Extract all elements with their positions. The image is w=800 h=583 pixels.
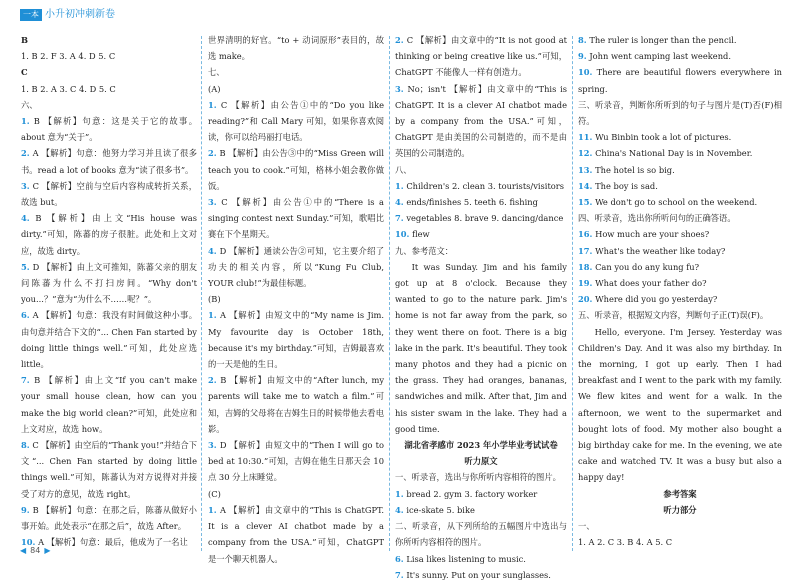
item-number: 15.	[578, 197, 593, 208]
item-number: 10.	[21, 537, 36, 548]
text-line	[395, 162, 567, 178]
text-line	[395, 243, 567, 259]
item-number: 8.	[21, 440, 30, 451]
item-number: 1.	[208, 504, 217, 515]
text-line	[208, 32, 384, 64]
item-text: 六、	[21, 99, 38, 110]
item-number: 4.	[21, 213, 30, 224]
item-number: 10.	[578, 67, 593, 78]
item-text: China's National Day is in November.	[595, 148, 753, 159]
item-number: 2.	[21, 148, 30, 159]
item-text: B 【解析】由上文“His house was dirty.”可知，陈蕃的房子很脏。此处和上文对应，故选 dirty。	[21, 213, 198, 256]
text-line	[578, 259, 782, 275]
item-text: How much are your shoes?	[595, 229, 710, 240]
item-text: C	[21, 67, 28, 78]
item-text: What's the weather like today?	[595, 245, 726, 256]
text-line	[395, 469, 567, 485]
item-number: 20.	[578, 294, 593, 305]
item-text: A 【解析】句意：我没有时间做这种小事。由句意并结合下文的“... Chen Fan started by doing little things well.”可知，此处应选 little。	[21, 310, 197, 370]
item-text: C 【解析】由空后的“Thank you!”并结合下文“... Chen Fan started by doing little things well.”可知，陈蕃认为对方说得对并接受了对方的意见，故选 right。	[21, 440, 197, 499]
item-number: 5.	[21, 261, 30, 272]
item-number: 3.	[395, 83, 404, 94]
item-number: 16.	[578, 229, 593, 240]
item-text: 九、参考范文：	[395, 245, 454, 256]
text-line	[578, 486, 782, 502]
item-text: B 【解析】句意：在那之后，陈蕃从做好小事开始。此处表示“在那之后”，故选 After。	[21, 504, 197, 532]
item-number: 1.	[395, 488, 404, 499]
item-text: 听力原文	[464, 456, 498, 467]
text-line	[208, 486, 384, 502]
text-line	[21, 113, 197, 145]
item-text: D 【解析】通读公告②可知，它主要介绍了功夫的相关内容，所以“Kung Fu Club, YOUR club!”为最佳标题。	[208, 245, 385, 289]
item-text: The hotel is so big.	[595, 164, 675, 175]
item-number: 2.	[208, 375, 217, 386]
text-line	[21, 145, 197, 177]
item-number: 13.	[578, 164, 593, 175]
text-line	[21, 259, 197, 308]
text-line	[578, 32, 782, 48]
item-text: C 【解析】由文章中的“It is not good at thinking or being creative like us.”可知，ChatGPT 不能像人一样有创造力。	[395, 35, 567, 78]
item-text: We don't go to school on the weekend.	[595, 197, 758, 208]
item-number: 9.	[21, 504, 30, 515]
text-line	[578, 307, 782, 323]
text-line	[21, 210, 197, 259]
text-line	[208, 502, 384, 567]
text-line	[578, 178, 782, 194]
series-logo: 一本	[20, 9, 42, 21]
page-number: 84	[30, 546, 41, 555]
item-text: 湖北省孝感市 2023 年小学毕业考试试卷	[404, 440, 558, 451]
item-text: bread 2. gym 3. factory worker	[406, 488, 538, 499]
text-line	[578, 48, 782, 64]
item-text: ends/finishes 5. teeth 6. fishing	[406, 197, 538, 208]
item-text: 三、听录音，判断你所听到的句子与图片是(T)否(F)相符。	[578, 99, 782, 127]
text-line	[395, 178, 567, 194]
item-text: B 【解析】句意：这是关于它的故事。about 意为“关于”。	[21, 116, 197, 143]
text-line	[578, 162, 782, 178]
text-line	[208, 81, 384, 97]
item-number: 14.	[578, 180, 593, 191]
item-number: 7.	[395, 213, 404, 224]
column-1	[21, 32, 197, 552]
text-line	[578, 210, 782, 226]
text-line	[395, 551, 567, 567]
column-divider	[572, 36, 573, 551]
item-number: 2.	[395, 35, 404, 45]
item-number: 2.	[208, 148, 217, 159]
item-text: Wu Binbin took a lot of pictures.	[595, 132, 732, 143]
text-line	[578, 97, 782, 129]
item-text: flew	[412, 229, 430, 240]
column-4	[578, 32, 782, 552]
item-number: 1.	[208, 99, 217, 110]
text-line	[208, 194, 384, 243]
column-divider	[389, 36, 390, 551]
item-text: Where did you go yesterday?	[595, 294, 718, 305]
item-number: 6.	[395, 553, 404, 564]
item-text: Lisa likes listening to music.	[406, 553, 526, 564]
text-line	[395, 210, 567, 226]
text-line	[208, 243, 384, 292]
text-line	[578, 226, 782, 242]
item-number: 4.	[395, 504, 404, 515]
item-text: 世界清明的好官。“to + 动词原形”表目的，故选 make。	[208, 35, 384, 62]
item-text: There are beautiful flowers everywhere in spring.	[578, 67, 782, 94]
text-line	[578, 518, 782, 534]
item-text: It's sunny. Put on your sunglasses.	[406, 569, 551, 580]
item-number: 8.	[578, 35, 587, 45]
prev-page-icon: ◀	[20, 546, 27, 555]
item-number: 4.	[395, 197, 404, 208]
item-text: 一、	[578, 521, 595, 532]
item-text: 五、听录音，根据短文内容，判断句子正(T)误(F)。	[578, 310, 769, 321]
item-text: A 【解析】由文章中的“This is ChatGPT. It is a clever AI chatbot made by a company from the USA.”可知，ChatGPT 是一个聊天机器人。	[208, 504, 385, 564]
item-text: 七、	[208, 67, 225, 78]
text-line	[578, 243, 782, 259]
text-line	[21, 81, 197, 97]
item-text: A 【解析】句意：最后，他成为了一名让	[38, 537, 188, 548]
item-number: 3.	[208, 440, 217, 451]
item-text: John went camping last weekend.	[589, 51, 731, 62]
text-line	[578, 291, 782, 307]
text-line	[578, 129, 782, 145]
item-text: 八、	[395, 164, 412, 175]
item-text: B 【解析】由短文中的“After lunch, my parents will take me to watch a film.”可知，吉姆的父母将在吉姆生日的时候带他去看电影。	[208, 375, 385, 434]
item-number: 3.	[21, 180, 30, 191]
text-line	[395, 502, 567, 518]
item-text: C 【解析】由公告①中的“Do you like reading?”和 Call Mary 可知，如果你喜欢阅读，你可以给玛丽打电话。	[208, 99, 385, 143]
text-line	[21, 48, 197, 64]
text-line	[21, 502, 197, 534]
text-line	[578, 275, 782, 291]
text-line	[208, 64, 384, 80]
item-text: 二、听录音，从下列所给的五幅图片中选出与你所听内容相符的图片。	[395, 521, 567, 548]
item-text: D 【解析】由上文可推知，陈蕃父亲的朋友问陈蕃为什么不打扫房间。“Why don't you...？”意为“为什么不……呢？”。	[21, 261, 198, 305]
text-line	[395, 81, 567, 162]
item-text: 一、听录音，选出与你所听内容相符的图片。	[395, 472, 561, 483]
text-line	[578, 502, 782, 518]
item-text: The boy is sad.	[595, 180, 658, 191]
item-number: 10.	[395, 229, 410, 240]
item-text: Hello, everyone. I'm Jersey. Yesterday was Children's Day. And it was also my birthday. In the morning, I got up early. Then I had breakfast and I went to the park with my family. We flew kites and went for a walk. In the afternoon, we went to the supermarket and bought lots of food. My mother also bought a big birthday cake for me. In the evening, we ate cake and watched TV. It was a busy but also a happy day!	[578, 326, 782, 483]
item-text: 1. B 2. F 3. A 4. D 5. C	[21, 51, 116, 62]
column-3	[395, 32, 568, 580]
column-divider	[201, 36, 202, 551]
item-text: C 【解析】由公告①中的“There is a singing contest next Sunday.”可知，歌唱比赛在下个星期天。	[208, 197, 384, 240]
item-text: ice-skate 5. bike	[406, 504, 475, 515]
text-line	[395, 32, 567, 81]
item-number: 17.	[578, 245, 593, 256]
text-line	[578, 534, 782, 550]
text-line	[208, 291, 384, 307]
text-line	[395, 259, 567, 437]
item-text: vegetables 8. brave 9. dancing/dance	[406, 213, 564, 224]
item-text: 1. A 2. C 3. B 4. A 5. C	[578, 537, 673, 548]
item-number: 1.	[208, 310, 217, 321]
text-line	[208, 145, 384, 194]
text-line	[21, 97, 197, 113]
text-line	[208, 437, 384, 486]
item-number: 12.	[578, 148, 593, 159]
text-line	[208, 307, 384, 372]
item-text: No；isn't 【解析】由文章中的“This is ChatGPT. It is a clever AI chatbot made by a company from the USA.”可知，ChatGPT 是由美国的公司制造的，而不是由英国的公司制造的。	[395, 83, 568, 159]
text-line	[395, 518, 567, 550]
item-number: 19.	[578, 278, 593, 289]
item-text: B	[21, 35, 29, 45]
item-text: Children's 2. clean 3. tourists/visitors	[406, 180, 565, 191]
item-text: 参考答案	[663, 488, 697, 499]
item-number: 6.	[21, 310, 30, 321]
item-number: 1.	[21, 116, 30, 127]
text-line	[21, 178, 197, 210]
page-footer	[20, 546, 51, 555]
text-line	[21, 307, 197, 372]
item-text: 听力部分	[663, 504, 697, 515]
next-page-icon: ▶	[44, 546, 51, 555]
item-text: What does your father do?	[595, 278, 707, 289]
item-number: 11.	[578, 132, 593, 143]
text-line	[395, 226, 567, 242]
item-text: It was Sunday. Jim and his family got up at 8 o'clock. Because they wanted to go to the nature park. Jim's home is not far away from the park, so they went there on foot. There is a big lake in the park. It's beautiful. They took many photos and they had a picnic on the grass. They had oranges, bananas, sandwiches and milk. After that, Jim and his sister swam in the lake. They had a good time.	[395, 261, 567, 434]
item-text: B 【解析】由公告③中的“Miss Green will teach you to cook.”可知，格林小姐会教你做饭。	[208, 148, 384, 191]
text-line	[21, 32, 197, 48]
item-text: 1. B 2. A 3. C 4. D 5. C	[21, 83, 116, 94]
text-line	[395, 486, 567, 502]
item-number: 1.	[395, 180, 404, 191]
item-text: (C)	[208, 488, 221, 499]
item-number: 7.	[21, 375, 30, 386]
item-text: Can you do any kung fu?	[595, 261, 700, 272]
text-line	[21, 372, 197, 437]
text-line	[578, 145, 782, 161]
item-text: C 【解析】空前与空后内容构成转折关系，故选 but。	[21, 180, 197, 208]
column-2	[208, 32, 385, 564]
item-text: 四、听录音，选出你所听问句的正确答语。	[578, 213, 736, 224]
series-title: 小升初冲刺新卷	[45, 9, 115, 20]
text-line	[208, 97, 384, 146]
text-line	[395, 453, 567, 469]
item-text: D 【解析】由短文中的“Then I will go to bed at 10:30.”可知，吉姆在他生日那天会 10 点 30 分上床睡觉。	[208, 440, 384, 483]
text-line	[578, 64, 782, 96]
item-number: 7.	[395, 569, 404, 580]
text-line	[395, 194, 567, 210]
item-number: 3.	[208, 197, 217, 208]
item-number: 4.	[208, 245, 217, 256]
text-line	[21, 64, 197, 80]
text-line	[578, 324, 782, 486]
item-text: The ruler is longer than the pencil.	[589, 35, 737, 45]
item-text: B 【解析】由上文“If you can't make your small house clean, how can you make the big world clean?”可知，此处应和上文对应，故选 how。	[21, 375, 197, 434]
item-text: A 【解析】由短文中的“My name is Jim. My favourite day is October 18th, because it's my birthday.”可知，吉姆最喜欢的一天是他的生日。	[208, 310, 384, 370]
item-number: 9.	[578, 51, 587, 62]
text-line	[578, 194, 782, 210]
text-line	[395, 437, 567, 453]
item-text: (B)	[208, 294, 221, 305]
item-text: A 【解析】句意：他努力学习并且读了很多书。read a lot of books 意为“读了很多书”。	[21, 148, 197, 175]
item-number: 18.	[578, 261, 593, 272]
text-line	[21, 437, 197, 502]
text-line	[208, 372, 384, 437]
text-line	[395, 567, 567, 583]
item-text: (A)	[208, 83, 221, 94]
